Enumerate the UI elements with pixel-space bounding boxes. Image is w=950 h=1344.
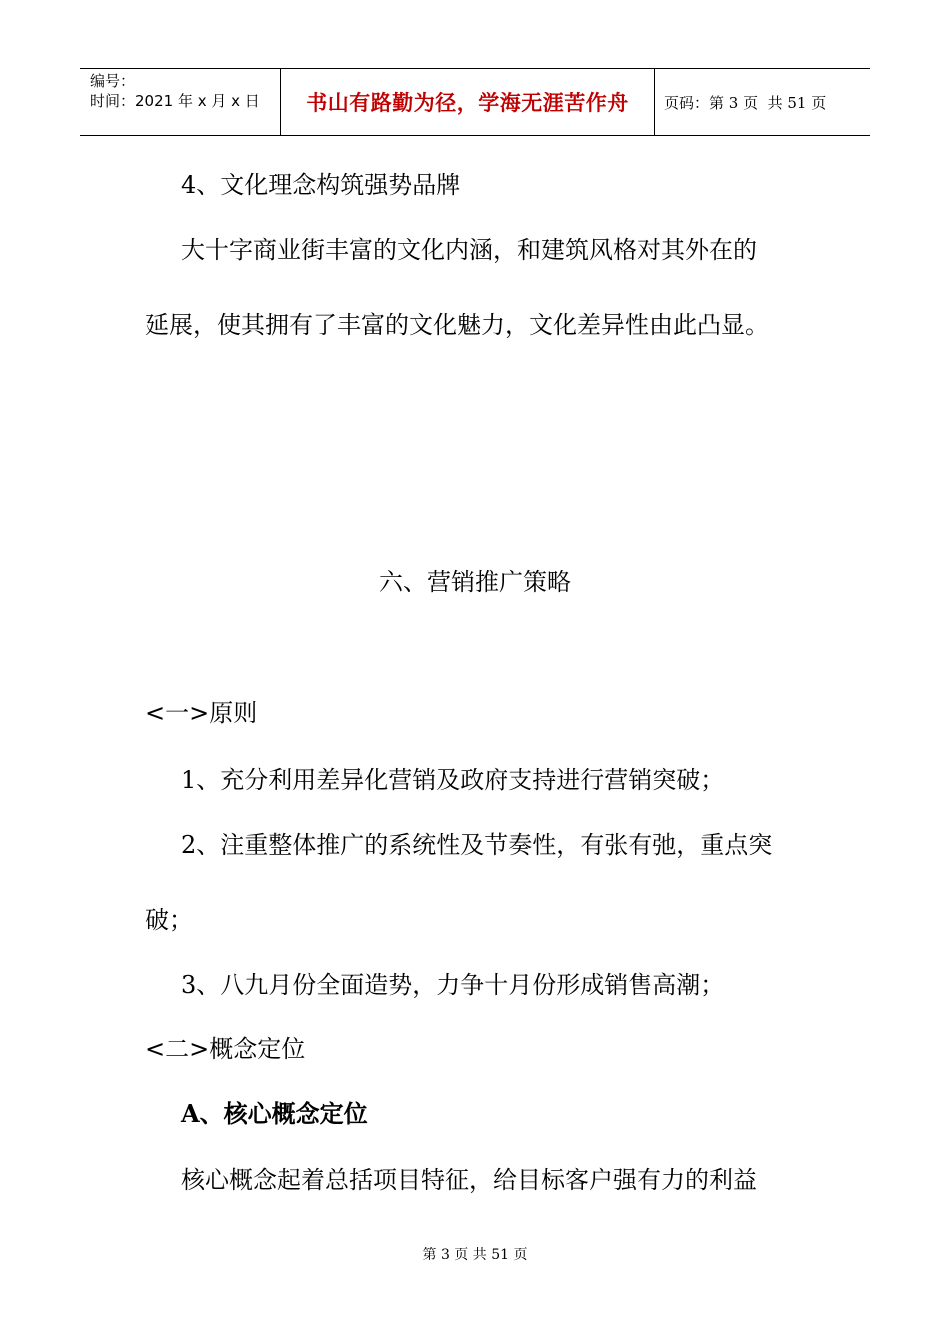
core-concept-paragraph-line1: 核心概念起着总括项目特征，给目标客户强有力的利益 bbox=[181, 1166, 757, 1194]
principle-item-2-line1: 2、注重整体推广的系统性及节奏性，有张有弛，重点突 bbox=[181, 831, 773, 859]
subsection-heading-core-concept: A、核心概念定位 bbox=[181, 1099, 368, 1128]
header-page-info-cell bbox=[655, 69, 870, 135]
document-number-label: 编号： bbox=[90, 72, 136, 90]
item4-paragraph-line2: 延展，使其拥有了丰富的文化魅力，文化差异性由此凸显。 bbox=[145, 311, 769, 339]
principle-item-3: 3、八九月份全面造势，力争十月份形成销售高潮； bbox=[181, 971, 725, 999]
chapter-heading: 六、营销推广策略 bbox=[379, 568, 571, 596]
document-date-label: 时间：2021 年 x 月 x 日 bbox=[90, 92, 260, 110]
item4-paragraph-line1: 大十字商业街丰富的文化内涵，和建筑风格对其外在的 bbox=[181, 236, 757, 264]
header-meta-cell bbox=[80, 69, 281, 135]
item4-title: 4、文化理念构筑强势品牌 bbox=[181, 171, 461, 199]
page-footer: 第 3 页 共 51 页 bbox=[422, 1247, 528, 1263]
principle-item-1: 1、充分利用差异化营销及政府支持进行营销突破； bbox=[181, 766, 725, 794]
principle-item-2-line2: 破； bbox=[145, 906, 193, 934]
page-header bbox=[80, 68, 870, 136]
section-heading-concept: <二>概念定位 bbox=[145, 1035, 306, 1063]
section-heading-principles: <一>原则 bbox=[145, 699, 258, 727]
header-motto: 书山有路勤为径，学海无涯苦作舟 bbox=[281, 69, 655, 135]
header-page-info: 页码：第 3 页 共 51 页 bbox=[664, 93, 827, 112]
